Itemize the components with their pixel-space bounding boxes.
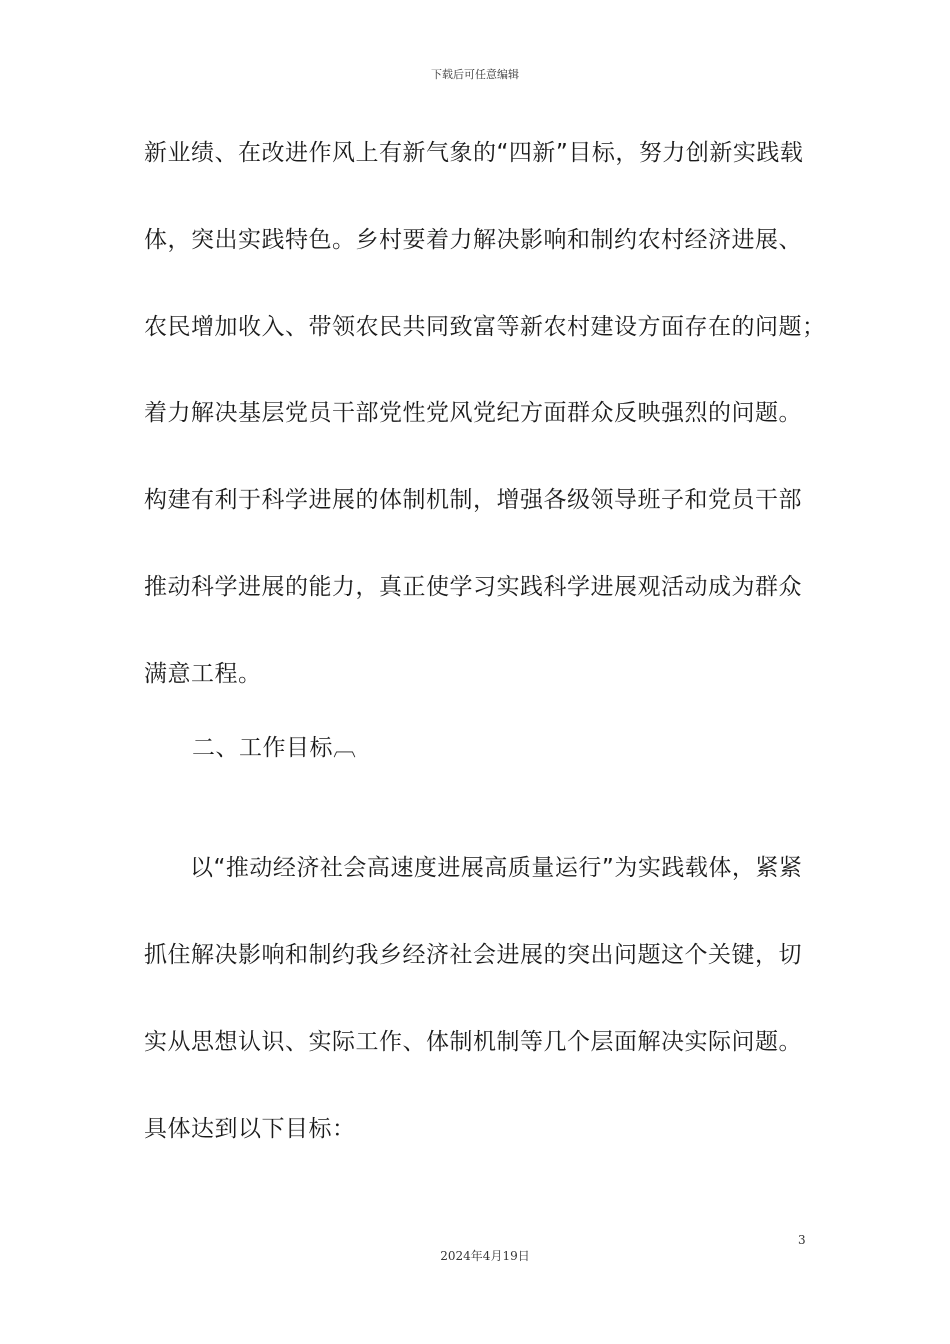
footer-date: 2024年4月19日	[440, 1249, 530, 1263]
paragraph-line: 着力解决基层党员干部党性党风党纪方面群众反映强烈的问题。	[144, 400, 802, 426]
paragraph-line: 构建有利于科学进展的体制机制，增强各级领导班子和党员干部	[144, 487, 802, 513]
paragraph-line: 实从思想认识、实际工作、体制机制等几个层面解决实际问题。	[144, 1029, 802, 1055]
header-note: 下载后可任意编辑	[431, 68, 519, 81]
page-number: 3	[798, 1233, 806, 1247]
paragraph-line: 以“推动经济社会高速度进展高质量运行”为实践载体，紧紧	[190, 855, 803, 881]
paragraph-line: 满意工程。	[144, 661, 262, 687]
paragraph-line: 农民增加收入、带领农民共同致富等新农村建设方面存在的问题；	[144, 314, 826, 340]
paragraph-line: 具体达到以下目标：	[144, 1116, 356, 1142]
paragraph-line: 新业绩、在改进作风上有新气象的“四新”目标，努力创新实践载	[144, 140, 804, 166]
paragraph-line: 抓住解决影响和制约我乡经济社会进展的突出问题这个关键，切	[144, 942, 802, 968]
paragraph-line: 推动科学进展的能力，真正使学习实践科学进展观活动成为群众	[144, 574, 802, 600]
section-heading: 二、工作目标︹	[192, 735, 357, 761]
paragraph-line: 体，突出实践特色。乡村要着力解决影响和制约农村经济进展、	[144, 227, 802, 253]
